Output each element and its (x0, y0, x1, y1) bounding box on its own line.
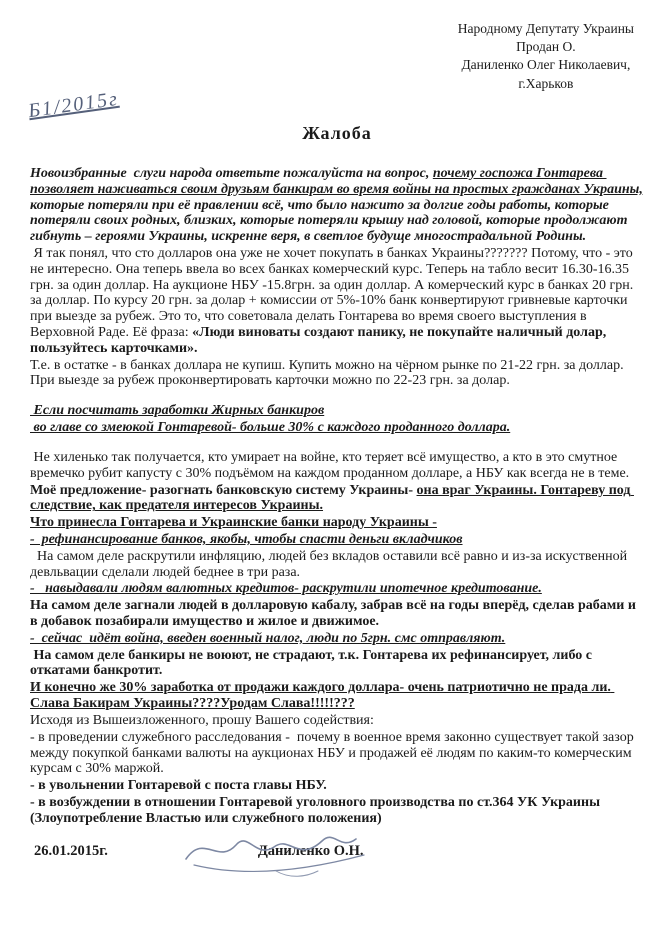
text-run: На самом деле раскрутили инфляцию, людей без вкладов оставили всё равно и из-за искуственной девльвации сделали людей беднее в три раза. (30, 548, 631, 580)
text-run: Не хиленько так получается, кто умирает на войне, кто теряет всё имущество, а кто в это смутное времечко рубит капусту с 30% подъёмом на каждом проданном долларе, а НБУ как всегда не в теме. (30, 449, 630, 481)
text-run: На самом деле банкиры не воюют, не страдают, т.к. Гонтарева их рефинансирует, либо с откатами банкротит. (30, 647, 596, 679)
text-run: И конечно же 30% заработка от продажи каждого доллара- очень патриотично не прада ли. Слава Бакирам Украины????Уродам Слава!!!!!??? (30, 680, 615, 712)
paragraph (30, 246, 644, 357)
paragraph (30, 420, 644, 436)
header-line: Даниленко Олег Николаевич, (461, 57, 631, 73)
text-run: Что принесла Гонтарева и Украинские банки народу Украины - (30, 515, 437, 531)
paragraph (30, 532, 644, 548)
paragraph (30, 450, 644, 482)
header-line: г.Харьков (518, 75, 574, 91)
paragraph (30, 713, 644, 729)
text-run: которые потеряли при её правлении всё, что было нажито за долгие годы работы, которые потеряли своих родных, близких, которые потеряли крышу над головой, которые продолжают гибнуть – героями Украины, искренне веря, в светлое будуще многострадальной Родины. (30, 181, 647, 245)
handwritten-registration-note: Б1/2015г (26, 87, 121, 123)
paragraph (30, 648, 644, 680)
signature-block (30, 843, 644, 860)
paragraph (30, 680, 644, 712)
paragraph (30, 403, 644, 419)
paragraph (30, 795, 644, 827)
paragraph (30, 483, 644, 515)
text-run: Моё предложение- разогнать банковскую систему Украины- (30, 482, 417, 498)
text-run: Новоизбранные слуги народа ответьте пожалуйста на вопрос, (30, 165, 433, 181)
addressee-header (458, 20, 634, 93)
paragraph (30, 730, 644, 777)
document-body (30, 165, 647, 827)
text-run: - рефинансирование банков, якобы, чтобы спасти деньги вкладчиков (30, 531, 463, 547)
document-title: Жалоба (302, 122, 372, 143)
text-run: - в проведении служебного расследования - почему в военное время законно существует такой зазор между покупкой банками валюты на аукционах НБУ и продажей её людям по каким-то комерческим курсам с 30% маржой. (30, 729, 638, 777)
text-run: она враг Украины. Гонтареву под следствие, как предателя интересов Украины. (30, 482, 634, 514)
document-date: 26.01.2015г. (34, 842, 108, 859)
paragraph (30, 515, 644, 531)
text-run: Я так понял, что сто долларов она уже не хочет покупать в банках Украины??????? Потому, что - это не интересно. Она теперь ввела во всех банках комерческий курс. Теперь на табло весит 16.30-16.35 грн. за один доллар. На аукционе НБУ -15.8грн. за один доллар. А комерческий курс в банках 20 грн. за доллар. По курсу 20 грн. за долар + комиссии от 5%-10% банк конвертируют гривневые карточки при выезде за рубеж. Это то, что советовала делать Гонтарева во время своего выступления в Верховной Раде. Её фраза: (30, 245, 637, 340)
paragraph (30, 549, 644, 581)
paragraph (30, 581, 644, 597)
text-run: - навыдавали людям валютных кредитов- раскрутили ипотечное кредитование. (30, 581, 542, 597)
paragraph (30, 358, 644, 390)
paragraph (30, 598, 644, 630)
text-run: - в увольнении Гонтаревой с поста главы НБУ. (30, 778, 327, 794)
text-run: - в возбуждении в отношении Гонтаревой уголовного производства по ст.364 УК Украины (Злоупотребление Властью или служебного положения) (30, 794, 604, 826)
text-run: Если посчитать заработки Жирных банкиров (30, 403, 325, 419)
paragraph (30, 165, 647, 245)
text-run: На самом деле загнали людей в долларовую кабалу, забрав всё на годы вперёд, сделав рабами и в добавок позабирали имущество и жилое и движимое. (30, 598, 640, 629)
text-run: во главе со змеюкой Гонтаревой- больше 30% с каждого проданного доллара. (30, 420, 511, 436)
text-run: Т.е. в остатке - в банках доллара не купиш. Купить можно на чёрном рынке по 21-22 грн. за доллар. При выезде за рубеж проконвертировать карточки можно по 22-23 грн. за долар. (30, 357, 628, 389)
signer-name: Даниленко О.Н. (257, 842, 364, 859)
header-line: Народному Депутату Украины (457, 21, 634, 36)
paragraph (30, 778, 644, 794)
text-run: почему госпожа Гонтарева позволяет наживаться своим друзьям банкирам во время войны на простых гражданах Украины, (30, 165, 643, 197)
text-run: «Люди виноваты создают панику, не покупайте наличный долар, пользуйтесь карточками». (30, 325, 610, 356)
header-line: Продан О. (516, 39, 576, 55)
text-run: - сейчас идёт война, введен военный налог, люди по 5грн. смс отправляют. (30, 630, 506, 646)
paragraph (30, 631, 644, 647)
text-run: Исходя из Вышеизложенного, прошу Вашего содействия: (30, 712, 374, 728)
